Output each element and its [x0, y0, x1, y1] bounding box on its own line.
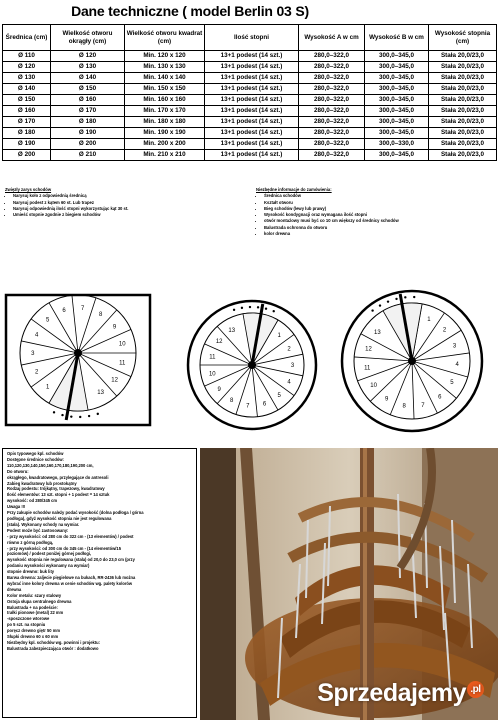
table-cell: Ø 200	[3, 150, 51, 161]
table-cell: Ø 170	[3, 117, 51, 128]
table-cell: Min. 140 x 140	[125, 73, 205, 84]
table-cell: Stała 20,0/23,0	[429, 95, 497, 106]
table-cell: Stała 20,0/23,0	[429, 51, 497, 62]
railing-dot	[387, 300, 389, 302]
table-cell: 280,0–322,0	[299, 73, 365, 84]
description-line: Ostoja słupa centralnego drewna	[7, 598, 72, 604]
table-cell: 300,0–345,0	[365, 62, 429, 73]
table-cell: Min. 200 x 200	[125, 139, 205, 150]
watermark-badge: .pl	[467, 681, 484, 698]
list-item: • Narysuj koło z odpowiednią średnicą	[13, 193, 245, 199]
description-line: wysokość: od 280/345 cm	[7, 498, 58, 504]
table-row	[3, 139, 497, 150]
step-number: 5	[46, 317, 50, 324]
step-number: 8	[98, 311, 103, 318]
table-cell: 13+1 podest (14 szt.)	[205, 73, 299, 84]
table-cell: 13+1 podest (14 szt.)	[205, 62, 299, 73]
railing-dot	[70, 415, 72, 417]
table-cell: Ø 190	[51, 128, 125, 139]
table-row	[3, 51, 497, 62]
table-cell: Stała 20,0/23,0	[429, 150, 497, 161]
description-line: drewna	[7, 586, 22, 592]
step-number: 10	[208, 371, 216, 378]
table-cell: Ø 150	[51, 84, 125, 95]
step-number: 3	[452, 343, 457, 350]
railing-dot	[404, 296, 406, 298]
description-line: 110,120,130,140,150,160,170,180,190,200 cm,	[7, 462, 94, 468]
table-cell: Ø 110	[3, 51, 51, 62]
product-description	[2, 448, 197, 718]
notes-list	[256, 193, 491, 237]
step-number: 11	[209, 354, 216, 361]
step-number: 4	[34, 332, 39, 339]
table-cell: 13+1 podest (14 szt.)	[205, 95, 299, 106]
step-line	[78, 310, 117, 353]
step-line	[390, 361, 412, 415]
description-line: Przy zakupie schodów należy podać wysokość (dolna podłoga / górna	[7, 510, 144, 516]
table-cell: 300,0–345,0	[365, 106, 429, 117]
table-cell: Ø 210	[51, 150, 125, 161]
table-cell: Stała 20,0/23,0	[429, 106, 497, 117]
center-post	[408, 357, 416, 365]
railing-dot	[79, 416, 81, 418]
center-post	[248, 361, 256, 369]
table-cell: 280,0–322,0	[299, 117, 365, 128]
center-post	[74, 349, 82, 357]
step-number: 3	[31, 351, 35, 357]
table-cell: 280,0–322,0	[299, 106, 365, 117]
description-line: Słupki drewno 60 x 60 mm	[7, 634, 59, 640]
table-cell: 300,0–345,0	[365, 150, 429, 161]
step-number: 1	[427, 317, 431, 324]
description-line: Zabieg kwadratowy lub prostokątny	[7, 480, 77, 486]
list-item: • Średnica schodów	[264, 193, 491, 199]
table-cell: Ø 140	[51, 73, 125, 84]
step-number: 4	[455, 362, 459, 369]
step-line	[412, 361, 414, 419]
railing-dot	[273, 310, 275, 312]
railing-dot	[88, 415, 90, 417]
step-number: 4	[287, 379, 291, 386]
step-number: 13	[97, 390, 104, 397]
table-row	[3, 84, 497, 95]
step-number: 13	[374, 329, 381, 336]
description-line: Rodzaj podestu: trójkątny, trapezowy, kwadratowy	[7, 486, 105, 492]
table-cell: 280,0–322,0	[299, 84, 365, 95]
spec-header-cell: Ilość stopni	[205, 25, 299, 51]
table-row	[3, 106, 497, 117]
railing-dot	[249, 306, 251, 308]
railing-dot	[257, 306, 259, 308]
step-number: 6	[438, 394, 442, 401]
notes-heading: Niezbędne informacje do zamówienia:	[256, 187, 332, 192]
step-number: 11	[119, 360, 126, 367]
step-number: 6	[262, 401, 267, 408]
table-cell: Stała 20,0/23,0	[429, 73, 497, 84]
table-cell: Ø 180	[51, 117, 125, 128]
table-cell: 300,0–330,0	[365, 139, 429, 150]
step-number: 7	[421, 402, 425, 409]
step-line	[236, 365, 252, 414]
list-item: • Narysuj odpowiednią ilość stopni wykorzystując kąt 30 st.	[13, 206, 245, 212]
list-item: • Wysokość kondygnacji oraz wymagana ilość stopni	[264, 212, 491, 218]
step-number: 9	[217, 386, 221, 393]
step-line	[412, 361, 437, 413]
table-cell: Min. 190 x 190	[125, 128, 205, 139]
step-number: 12	[111, 377, 118, 384]
step-number: 3	[290, 363, 295, 369]
table-cell: Ø 120	[51, 51, 125, 62]
spec-table-header	[3, 25, 497, 51]
table-row	[3, 62, 497, 73]
spec-header-cell: Wysokość B w cm	[365, 25, 429, 51]
description-line: Podest może być zastosowany:	[7, 527, 69, 533]
table-cell: Min. 170 x 170	[125, 106, 205, 117]
step-number: 8	[402, 403, 406, 410]
list-item: • Balustrada ochronna do otworu	[264, 225, 491, 231]
table-cell: 13+1 podest (14 szt.)	[205, 117, 299, 128]
table-cell: 300,0–345,0	[365, 51, 429, 62]
table-cell: Min. 150 x 150	[125, 84, 205, 95]
description-line: Ilość elementów: 13 szt. stopni + 1 podest = 14 sztuk	[7, 492, 110, 498]
page-title: Dane techniczne ( model Berlin 03 S)	[71, 3, 309, 19]
description-line: trałki pionowe (metal) 22 mm	[7, 610, 64, 616]
railing-dot	[265, 308, 267, 310]
description-line: Balustrada zabezpieczająca otwór : dodatkowo	[7, 645, 99, 651]
railing-dot	[395, 298, 397, 300]
description-line: Dostępne średnice schodów:	[7, 456, 64, 462]
description-line: stopnie drewno: buk lity	[7, 569, 55, 575]
notes-heading: Zwięzły zarys schodów	[5, 187, 52, 192]
list-item: • kolor drewna	[264, 231, 491, 237]
table-cell: 280,0–322,0	[299, 95, 365, 106]
description-line: Uwaga !!!	[7, 504, 26, 510]
step-number: 7	[246, 403, 250, 410]
railing-dot	[379, 304, 381, 306]
step-number: 2	[34, 369, 39, 376]
spec-header-cell: Wielkość otworu kwadrat (cm)	[125, 25, 205, 51]
table-cell: 280,0–322,0	[299, 51, 365, 62]
table-cell: 280,0–322,0	[299, 150, 365, 161]
table-cell: 300,0–345,0	[365, 95, 429, 106]
table-row	[3, 117, 497, 128]
table-cell: 280,0–322,0	[299, 128, 365, 139]
spec-header-cell: Wysokość A w cm	[299, 25, 365, 51]
table-cell: 13+1 podest (14 szt.)	[205, 139, 299, 150]
table-cell: Min. 120 x 120	[125, 51, 205, 62]
spec-header-cell: Wielkość otworu okrągły (cm)	[51, 25, 125, 51]
description-line: -sposzczone wtorowe	[7, 616, 50, 622]
order-info	[256, 187, 491, 237]
watermark	[317, 679, 484, 708]
step-line	[370, 361, 412, 401]
table-cell: 280,0–322,0	[299, 62, 365, 73]
spec-table	[2, 24, 497, 161]
stair-diagram-round-opening	[188, 301, 316, 429]
table-row	[3, 73, 497, 84]
drawing-instructions	[5, 187, 245, 218]
table-cell: Ø 160	[51, 95, 125, 106]
step-number: 1	[277, 332, 281, 339]
table-cell: 300,0–345,0	[365, 117, 429, 128]
list-item: • Bieg schodów (lewy lub prawy)	[264, 206, 491, 212]
description-line: Do otworu:	[7, 468, 29, 474]
table-cell: 13+1 podest (14 szt.)	[205, 150, 299, 161]
description-line: Balustrada + na podeście:	[7, 604, 58, 610]
railing-dot	[413, 296, 415, 298]
description-line: Kolor metalu: szary stalowy	[7, 592, 62, 598]
step-number: 9	[112, 324, 117, 331]
table-cell: Stała 20,0/23,0	[429, 62, 497, 73]
description-line: - przy wysokości: od 280 cm do 322 cm - (13 elementów) / podest	[7, 533, 134, 539]
table-cell: 280,0–322,0	[299, 139, 365, 150]
description-line: po 5 szt. na stopniu	[7, 622, 46, 628]
watermark-text: Sprzedajemy	[317, 679, 466, 707]
table-cell: Ø 170	[51, 106, 125, 117]
description-line: okrągłego, kwadratowego, przylegające do antresoli	[7, 474, 109, 480]
step-number: 10	[370, 382, 377, 389]
spec-header-cell: Wysokość stopnia (cm)	[429, 25, 497, 51]
stair-diagram-square-opening	[6, 295, 150, 425]
list-item: • otwór montażowy musi być co 10 cm większy od średnicy schodów	[264, 218, 491, 224]
table-cell: 13+1 podest (14 szt.)	[205, 51, 299, 62]
spec-header-cell: Średnica (cm)	[3, 25, 51, 51]
step-number: 5	[277, 393, 281, 400]
description-line: Barwa drewna: zaljecie pięgielowe na bukach, RR-2436 lub można	[7, 575, 136, 581]
step-number: 2	[287, 346, 291, 353]
table-cell: Ø 130	[3, 73, 51, 84]
description-line: poziomów) / podest poniżej górnej podłogi,	[7, 551, 92, 557]
table-cell: Min. 130 x 130	[125, 62, 205, 73]
description-line: wysokość stopnia nie regulowana (stała) od 20,0 do 23,0 cm (przy	[7, 557, 135, 563]
table-cell: Stała 20,0/23,0	[429, 139, 497, 150]
table-cell: Ø 200	[51, 139, 125, 150]
step-line	[412, 361, 468, 377]
description-line: (stała). Wykonany schody na wymiar.	[7, 521, 80, 527]
railing-dot	[241, 307, 243, 309]
step-number: 2	[442, 327, 447, 334]
description-line: Opis typowego kpl. schodów	[7, 451, 64, 456]
railing-dot	[371, 309, 373, 311]
step-line	[354, 357, 412, 361]
table-row	[3, 128, 497, 139]
list-item: • Narysuj podest z kątem 60 st. Lub trapez	[13, 200, 245, 206]
table-cell: Min. 160 x 160	[125, 95, 205, 106]
table-cell: Ø 150	[3, 95, 51, 106]
stair-diagram-round-opening-2	[342, 291, 482, 431]
stair-photo	[200, 448, 498, 720]
step-line	[217, 365, 252, 404]
table-cell: 13+1 podest (14 szt.)	[205, 128, 299, 139]
table-cell: 13+1 podest (14 szt.)	[205, 106, 299, 117]
table-cell: Ø 120	[3, 62, 51, 73]
step-number: 1	[46, 384, 50, 391]
step-number: 12	[215, 339, 223, 346]
railing-dot	[97, 413, 99, 415]
list-item: • Kształt otworu	[264, 200, 491, 206]
table-row	[3, 150, 497, 161]
railing-dot	[53, 411, 55, 413]
table-cell: Stała 20,0/23,0	[429, 117, 497, 128]
table-cell: Ø 140	[3, 84, 51, 95]
step-number: 11	[364, 365, 371, 372]
stair-diagrams	[0, 285, 498, 435]
step-number: 12	[365, 346, 372, 353]
description-line: podaniu wysokości wykonamy na wymiar)	[7, 563, 90, 569]
description-line: Niezbędny kpl. schodów wg. powinni i projektu:	[7, 640, 101, 645]
table-cell: 13+1 podest (14 szt.)	[205, 84, 299, 95]
table-cell: Min. 210 x 210	[125, 150, 205, 161]
description-line: wybrać inne kolory drewna w cenie schodów wg. palety kolorów	[7, 580, 133, 586]
table-cell: Min. 180 x 180	[125, 117, 205, 128]
step-line	[412, 353, 469, 361]
table-cell: Ø 180	[3, 128, 51, 139]
table-row	[3, 95, 497, 106]
table-cell: Ø 190	[3, 139, 51, 150]
railing-dot	[233, 309, 235, 311]
table-cell: 300,0–345,0	[365, 73, 429, 84]
table-cell: 300,0–345,0	[365, 84, 429, 95]
railing-dot	[61, 414, 63, 416]
description-line: podłoga), gdyż wysokość stopnia nie jest regulowana	[7, 515, 112, 521]
step-number: 8	[230, 398, 234, 405]
step-number: 10	[118, 341, 126, 348]
table-cell: Stała 20,0/23,0	[429, 128, 497, 139]
step-number: 6	[62, 307, 66, 314]
step-number: 9	[385, 396, 389, 403]
description-line: równo z górną podłogą,	[7, 539, 54, 545]
table-cell: 300,0–345,0	[365, 128, 429, 139]
step-number: 13	[228, 327, 236, 334]
description-line: - przy wysokości: od 300 cm do 345 cm - (14 elementów/15	[7, 545, 121, 551]
table-cell: Ø 130	[51, 62, 125, 73]
step-number: 5	[450, 380, 454, 387]
description-line: poręcz drewno giętr 50 mm	[7, 628, 61, 634]
list-item: • Umieść stopnie zgodnie z biegiem schodów	[13, 212, 245, 218]
table-cell: Stała 20,0/23,0	[429, 84, 497, 95]
table-cell: Ø 160	[3, 106, 51, 117]
step-number: 7	[81, 306, 85, 313]
notes-list	[5, 193, 245, 218]
